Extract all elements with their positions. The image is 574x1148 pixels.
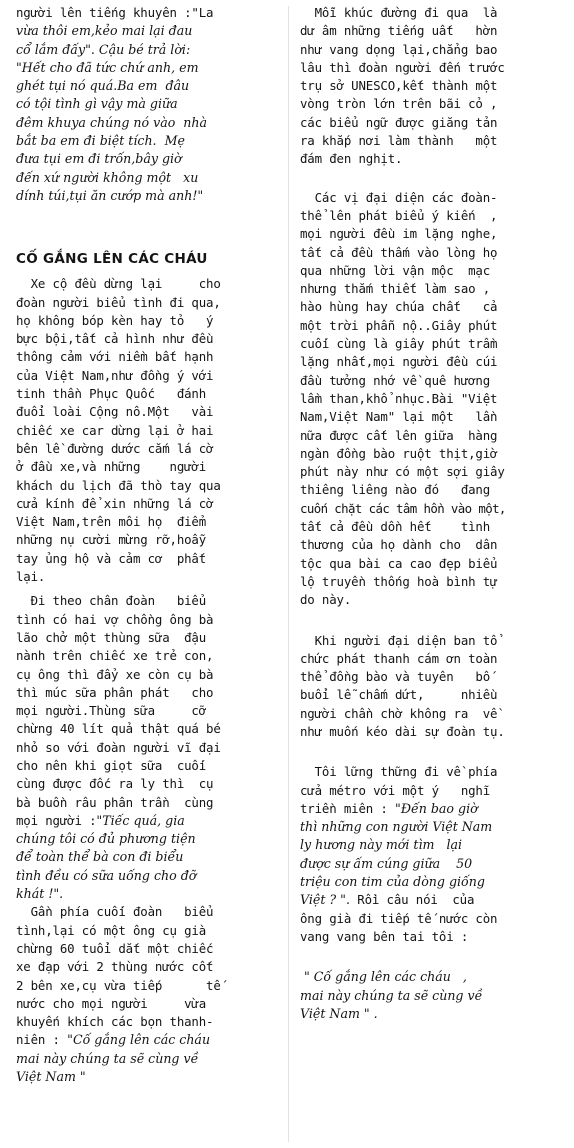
text-line: các biểu ngữ được giăng tản <box>300 114 498 130</box>
text-line: tình có hai vợ chồng ông bà <box>16 611 214 627</box>
text-line: đưa tụi em đi trốn,bây giờ <box>16 151 182 167</box>
text-line: hào hùng hay chúa chất cả <box>300 299 498 315</box>
text-line: ông già đi tiếp tế nước còn <box>300 910 498 926</box>
text-line: cùng được đốc ra ly thì cụ <box>16 776 214 792</box>
text-line: tộc qua bài ca cao đẹp biểu <box>300 555 498 571</box>
quote-line: khát !". <box>16 886 64 902</box>
text-line: lâu thì đoàn người đến trước <box>300 59 505 75</box>
text-line: những nụ cười mừng rỡ,hoẫy <box>16 532 207 548</box>
quote-line: triệu con tim của dòng giống <box>300 874 485 890</box>
text-line <box>300 891 562 909</box>
text-line: tình,lại có một ông cụ già <box>16 922 207 938</box>
text-line: đuổi loài Cộng nô.Một vài <box>16 404 214 420</box>
text-line: Xe cộ đều dừng lại cho <box>16 276 221 292</box>
text-line: tất cả đều dồn hết tình <box>300 519 491 535</box>
text-line: Các vị đại diện các đoàn- <box>300 189 498 205</box>
text-line: Nam,Việt Nam" lại một lần <box>300 409 498 425</box>
text-line: khách du lịch đã thò tay qua <box>16 477 221 493</box>
text-line: ở đầu xe,và những người <box>16 459 207 475</box>
text-line: cụ ông thì đẩy xe còn cụ bà <box>16 666 214 682</box>
text-line: tinh thần Phục Quốc đánh <box>16 386 207 402</box>
text-line: Khi người đại diện ban tổ <box>300 632 498 648</box>
quote-line: tình đều có sữa uống cho đỡ <box>16 867 197 883</box>
text-line: dư âm những tiếng uất hờn <box>300 23 498 39</box>
text-line: "Hết cho đã tức chứ anh, em <box>16 59 199 75</box>
text-line: tay ủng hộ và cảm cơ phất <box>16 550 207 566</box>
paragraph-closing-ceremony <box>300 632 562 742</box>
quote-run: "Cố gắng lên các cháu <box>67 1032 211 1048</box>
text-line: cho nên khi giọt sữa cuối <box>16 757 207 773</box>
text-line: vòng tròn lớn trên bãi cỏ , <box>300 96 498 112</box>
quote-line: thì những con người Việt Nam <box>300 819 493 835</box>
text-line: lộ truyền thống hoà bình tự <box>300 573 498 589</box>
text-line: nhưng thắm thiết làm sao , <box>300 281 491 297</box>
text-line: như vang dọng lại,chẳng bao <box>300 41 498 57</box>
text-line: lão chở một thùng sữa đậu <box>16 629 207 645</box>
text-line: cửa kính để xin những lá cờ <box>16 495 214 511</box>
quote-line: mai này chúng ta sẽ cùng về <box>16 1050 199 1066</box>
text-line: thương của họ dành cho dân <box>300 537 498 553</box>
text-line: thể lên phát biểu ý kiến , <box>300 207 498 223</box>
column-divider <box>288 6 289 1142</box>
quote-line: chúng tôi có đủ phương tiện <box>16 831 196 847</box>
text-line: trụ sở UNESCO,kết thành một <box>300 78 498 94</box>
paragraph-traffic <box>16 275 278 586</box>
text-line: ra khắp nơi làm thành một <box>300 133 498 149</box>
text-line: vang vang bên tai tôi : <box>300 928 469 944</box>
text-line: khuyến khích các bọn thanh- <box>16 1014 214 1030</box>
text-line: Mỗi khúc đường đi qua là <box>300 5 498 20</box>
text-run: Rồi câu nói của <box>349 892 475 908</box>
text-line: thông cảm với niềm bất hạnh <box>16 349 214 365</box>
paragraph-metro <box>300 763 562 946</box>
quote-line: ly hương này mới tìm lại <box>300 837 463 853</box>
text-line: bên lề đường dước cắm lá cờ <box>16 440 214 456</box>
quote-line: mai này chúng ta sẽ cùng về <box>300 987 483 1003</box>
text-line: tất cả đều thấm vào lòng họ <box>300 244 498 260</box>
quote-run: "Đến bao giờ <box>395 800 478 816</box>
text-line: thể đồng bào và tuyên bố <box>300 669 491 685</box>
text-line: người chần chờ không ra về <box>300 705 498 721</box>
text-run: triền miên : <box>300 800 396 816</box>
text-line <box>16 1031 278 1049</box>
text-line: bực bội,tất cả hình như đều <box>16 331 214 347</box>
right-column <box>300 4 562 1023</box>
text-line: ghét tụi nó quá.Ba em đâu <box>16 78 190 94</box>
text-line: thì múc sữa phân phát cho <box>16 684 214 700</box>
text-run: mọi người : <box>16 812 97 828</box>
text-line: Gần phía cuối đoàn biểu <box>16 904 214 920</box>
text-line: lặng nhất,mọi người đều cúi <box>300 354 498 370</box>
text-line <box>300 800 562 818</box>
quote-run: "Tiếc quá, gia <box>96 812 185 828</box>
text-line: Đi theo chân đoàn biểu <box>16 593 207 609</box>
text-line: chừng 60 tuổi dắt một chiếc <box>16 940 214 956</box>
text-line: buổi lễ chấm dứt, nhiều <box>300 687 498 703</box>
text-line: đầu tưởng nhớ về quê hương <box>300 372 491 388</box>
text-line: lại. <box>16 569 46 585</box>
paragraph-old-man <box>16 903 278 1086</box>
text-line <box>16 812 278 830</box>
text-line: đoàn người biểu tình đi qua, <box>16 294 221 310</box>
text-line: nước cho mọi người vừa <box>16 995 207 1011</box>
text-line: vừa thôi em,kẻo mai lại đau <box>16 23 193 39</box>
section-heading: CỐ GẮNG LÊN CÁC CHÁU <box>16 251 208 268</box>
text-line: đám đen nghịt. <box>300 151 403 167</box>
text-line: chức phát thanh cám ơn toàn <box>300 650 498 666</box>
text-line: mọi người đều im lặng nghe, <box>300 226 498 242</box>
left-column <box>16 4 278 1086</box>
text-line: dính túi,tụi ăn cướp mà anh!" <box>16 187 204 203</box>
text-line: 2 bên xe,cụ vừa tiếp tế <box>16 977 221 993</box>
quote-line: Việt Nam " <box>16 1069 86 1085</box>
text-line: người lên tiếng khuyên :"La <box>16 5 214 20</box>
text-line: cuốn chặt các tâm hồn vào một, <box>300 500 506 516</box>
text-line: của Việt Nam,như đồng ý với <box>16 367 214 383</box>
text-line: nhỏ so với đoàn người vĩ đại <box>16 739 221 755</box>
text-line: họ không bóp kèn hay tỏ ý <box>16 312 214 328</box>
paragraph-speeches <box>300 189 562 610</box>
text-line: nành trên chiếc xe trẻ con, <box>16 648 214 664</box>
text-line: có tội tình gì vậy mà giữa <box>16 96 178 112</box>
text-line: thiêng liêng nào đó đang <box>300 482 491 498</box>
text-line: bà buồn râu phân trần cùng <box>16 794 214 810</box>
paragraph-unesco <box>300 4 562 169</box>
quote-line: được sự ấm cúng giữa 50 <box>300 855 473 871</box>
text-line: bắt ba em đi biệt tích. Mẹ <box>16 133 185 149</box>
quote-line: Việt Nam " . <box>300 1005 378 1021</box>
text-line: cửa métro với một ý nghĩ <box>300 782 491 798</box>
quote-line: để toàn thể bà con đi biểu <box>16 849 184 865</box>
quote-run: Việt ? ". <box>300 892 350 908</box>
text-line: đêm khuya chúng nó vào nhà <box>16 114 208 130</box>
text-line: phút này như có một sợi giây <box>300 464 505 480</box>
text-line: lầm than,khổ nhục.Bài "Việt <box>300 390 498 406</box>
text-line: nữa được cất lên giữa hàng <box>300 427 498 443</box>
text-line: như muốn kéo dài sự đoàn tụ. <box>300 723 505 739</box>
closing-quote <box>300 968 562 1023</box>
text-line: mọi người.Thùng sữa cỡ <box>16 703 207 719</box>
quote-line: " Cố gắng lên các cháu , <box>300 969 467 985</box>
intro-paragraph <box>16 4 278 205</box>
text-line: Việt Nam,trên môi họ điểm <box>16 514 207 530</box>
paragraph-elderly-couple <box>16 592 278 903</box>
text-line: cuối cùng là giây phút trầm <box>300 336 498 352</box>
text-line: chiếc xe car dừng lại ở hai <box>16 422 214 438</box>
text-line: ngàn đồng bào ruột thịt,giờ <box>300 445 498 461</box>
text-line: chừng 40 lít quả thật quá bé <box>16 721 221 737</box>
text-line: cổ lắm đấy". Cậu bé trả lời: <box>16 41 191 57</box>
text-line: đến xứ người không một xu <box>16 169 199 185</box>
text-line: xe đạp với 2 thùng nước cốt <box>16 959 214 975</box>
text-line: do này. <box>300 592 352 608</box>
text-run: niên : <box>16 1032 68 1048</box>
text-line: một trời phẫn nộ..Giây phút <box>300 317 498 333</box>
text-line: qua những lời vận mộc mạc <box>300 262 491 278</box>
text-line: Tôi lững thững đi về phía <box>300 764 498 780</box>
